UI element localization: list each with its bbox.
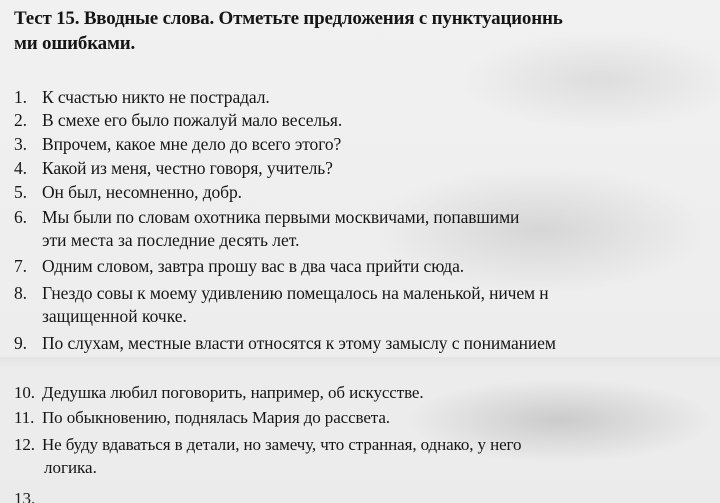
- question-text: Одним словом, завтра прошу вас в два часа прийти сюда.: [42, 256, 465, 276]
- question-text: Он был, несомненно, добр.: [42, 182, 242, 202]
- question-text: К счастью никто не пострадал.: [42, 87, 270, 107]
- question-7: [14, 255, 464, 277]
- question-10: [14, 382, 424, 404]
- question-number: 10.: [14, 383, 35, 402]
- question-13-cut-off: [14, 489, 694, 503]
- title-line-2: ми ошибками.: [14, 33, 136, 54]
- question-text: Дедушка любил поговорить, например, об искусстве.: [42, 383, 424, 402]
- question-text: Мы были по словам охотника первыми москвичами, попавшими: [42, 207, 520, 227]
- question-number: 5.: [14, 182, 27, 202]
- title-line-1: Тест 15. Вводные слова. Отметьте предложения с пунктуационнь: [14, 8, 563, 29]
- question-text: Не буду вдаваться в детали, но замечу, что странная, однако, у него: [42, 435, 522, 454]
- question-number: 4.: [14, 158, 27, 178]
- question-text: Гнездо совы к моему удивлению помещалось на маленькой, ничем н: [42, 283, 549, 303]
- question-text: По слухам, местные власти относятся к этому замыслу с пониманием: [42, 333, 556, 353]
- question-13-number: 13.: [14, 489, 36, 503]
- question-number: 12.: [14, 435, 35, 454]
- question-number: 2.: [14, 110, 27, 130]
- question-number: 7.: [14, 256, 27, 276]
- question-5: [14, 181, 242, 203]
- question-2: [14, 109, 342, 131]
- question-text: Какой из меня, честно говоря, учитель?: [42, 158, 333, 178]
- question-12-continuation: логика.: [44, 458, 97, 477]
- question-12: [14, 434, 521, 456]
- question-text: В смехе его было пожалуй мало веселья.: [42, 110, 343, 130]
- question-number: 8.: [14, 283, 27, 303]
- question-number: 9.: [14, 333, 27, 353]
- test-title: [14, 6, 714, 56]
- question-number: 6.: [14, 207, 27, 227]
- question-text: Впрочем, какое мне дело до всего этого?: [42, 134, 342, 154]
- question-4: [14, 157, 333, 179]
- question-8: [14, 282, 549, 304]
- question-number: 1.: [14, 87, 27, 107]
- question-number: 3.: [14, 134, 27, 154]
- question-8-continuation: защищенной кочке.: [42, 306, 187, 326]
- question-3: [14, 133, 341, 155]
- question-1: [14, 86, 270, 108]
- question-6: [14, 206, 519, 228]
- question-6-continuation: эти места за последние десять лет.: [42, 230, 300, 250]
- question-number: 11.: [14, 408, 35, 427]
- question-9: [14, 332, 556, 354]
- page-seam: [0, 357, 720, 369]
- question-text: По обыкновению, поднялась Мария до рассвета.: [42, 408, 390, 427]
- question-11: [14, 407, 390, 429]
